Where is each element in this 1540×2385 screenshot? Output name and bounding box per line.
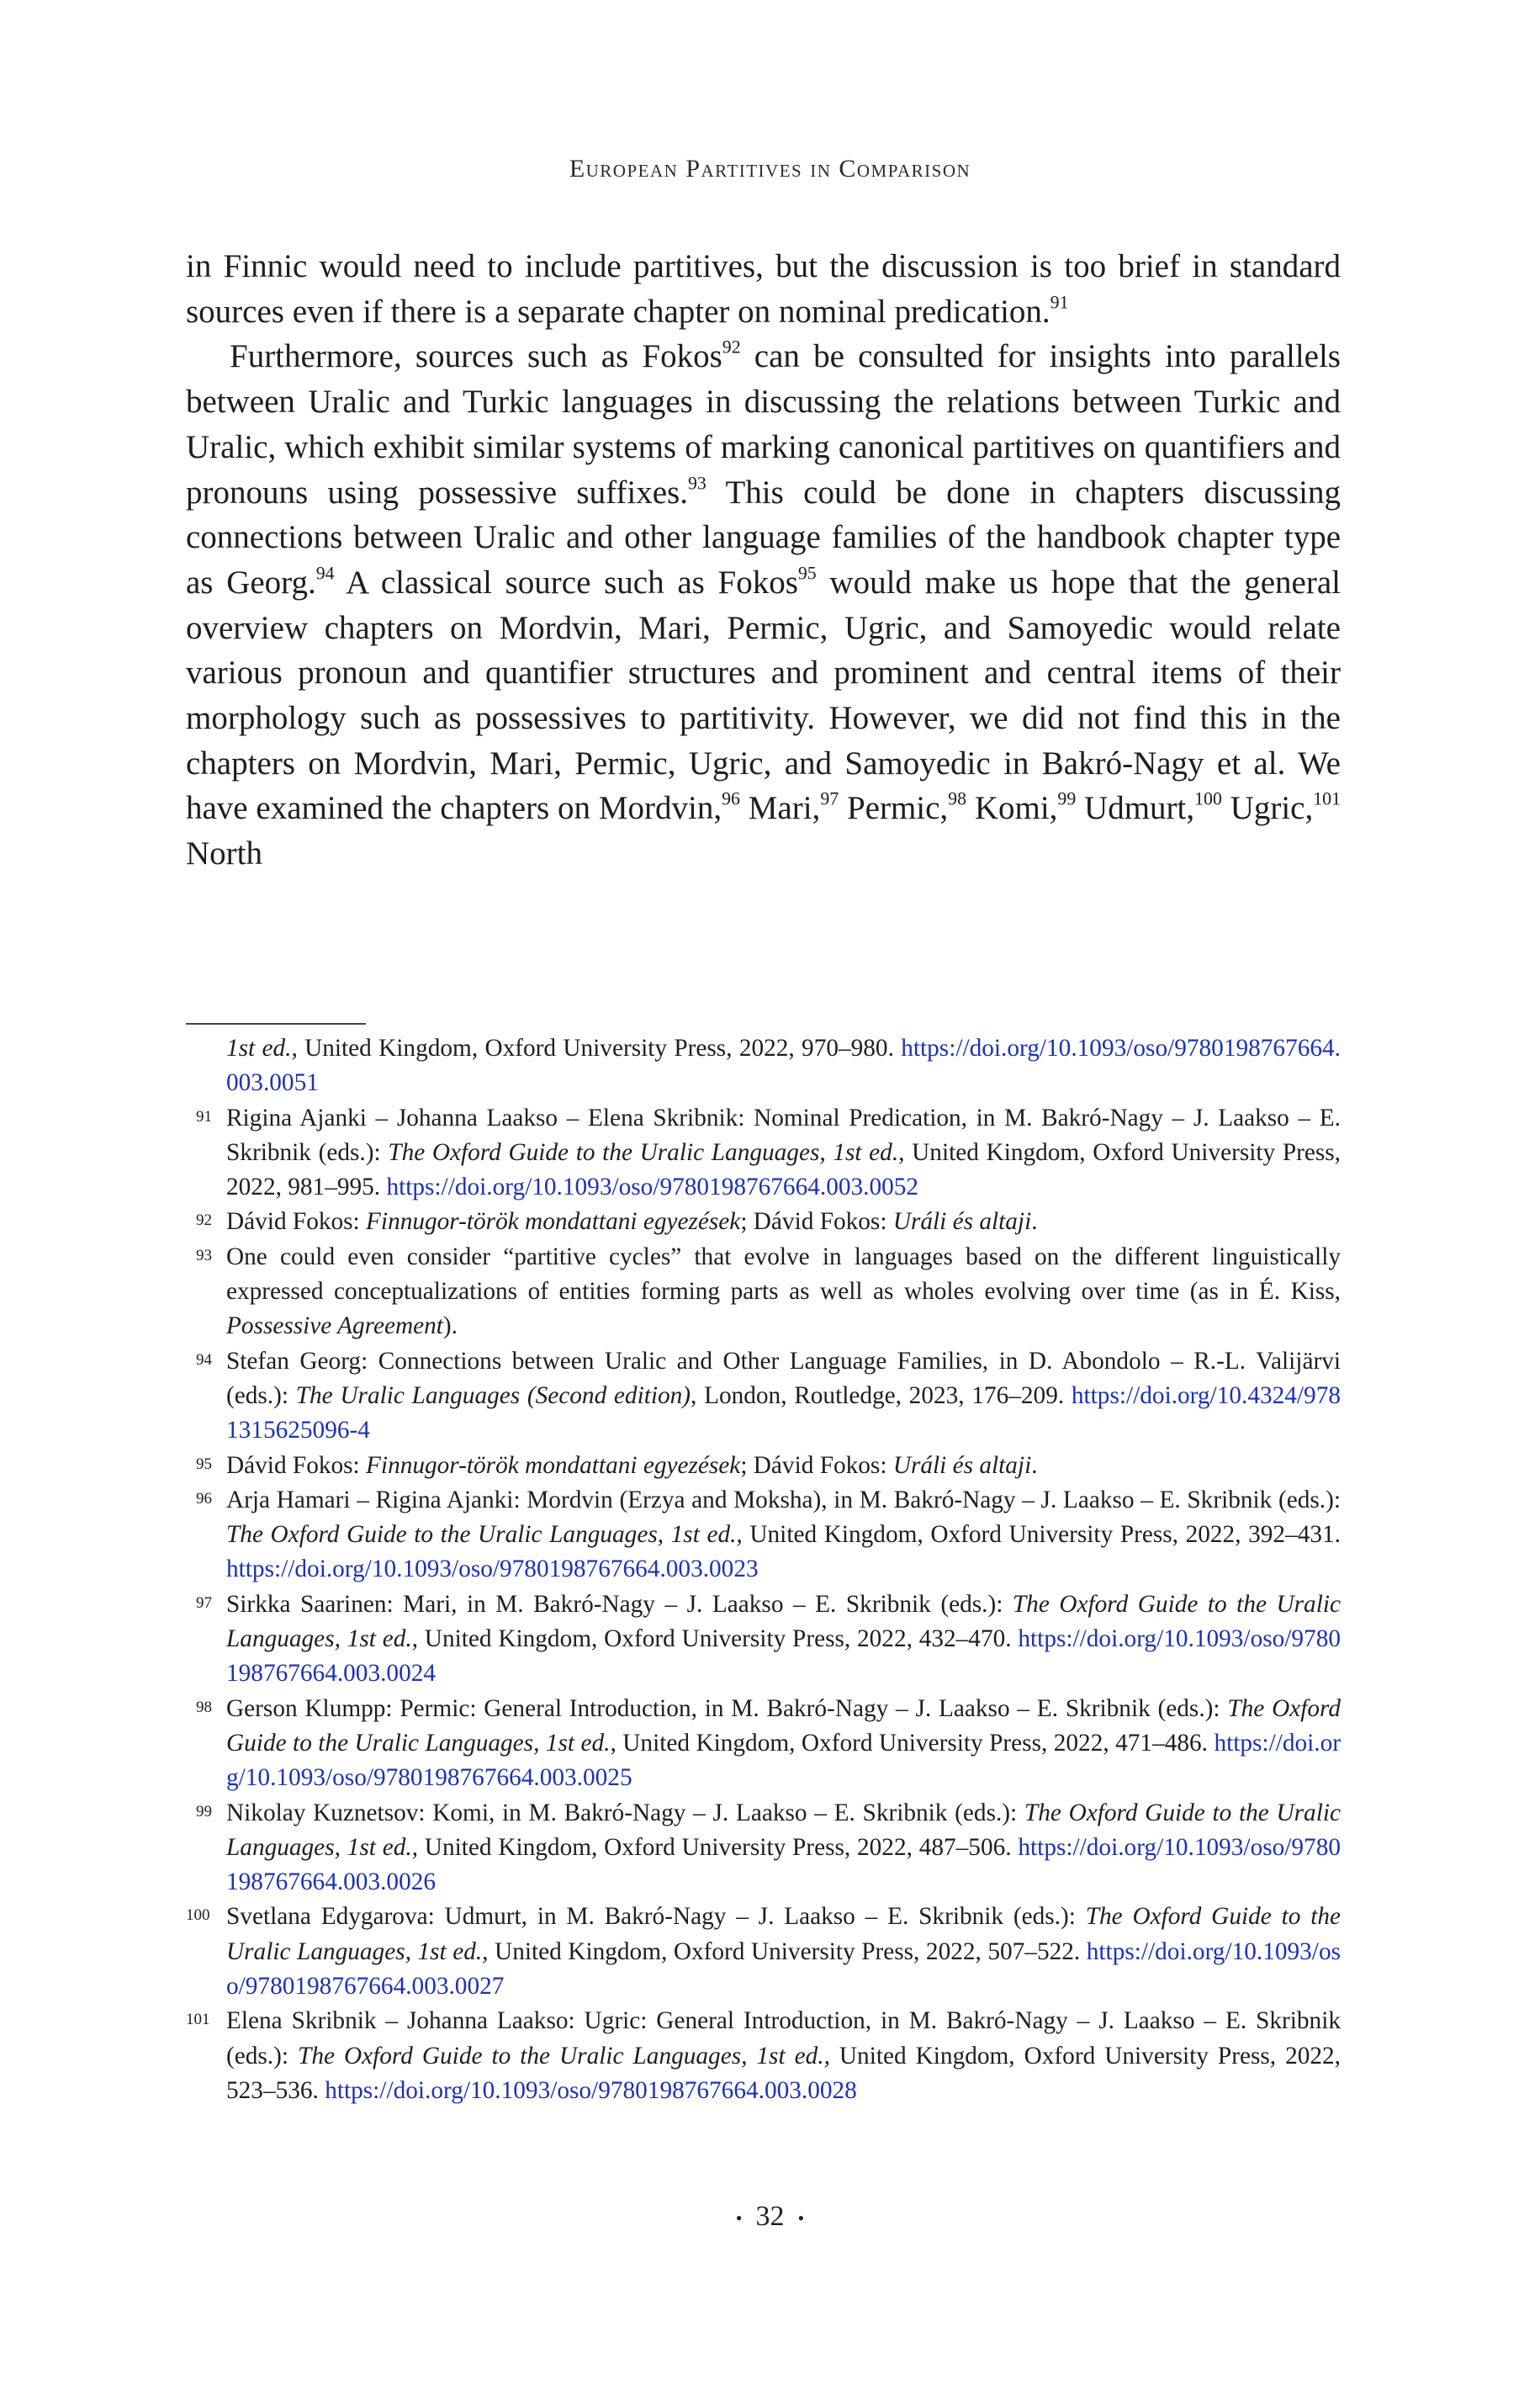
footnote-number: 100 [186, 1906, 210, 1925]
footnote-text: ; Dávid Fokos: [740, 1208, 893, 1236]
book-title: The Oxford Guide to the Uralic Languages, 1st ed., [226, 1694, 1341, 1757]
paragraph-text: would make us hope that the general overview chapters on Mordvin, Mari, Permic, Ugric, and Samoyedic would relate various pronoun and quantifier structures and prominent and central items of their morphology such as possessives to partitivity. However, we did not find this in the chapters on Mordvin, Mari, Permic, Ugric, and Samoyedic in Bakró-Nagy et al. We have examined the chapters on Mordvin, [186, 564, 1342, 827]
paragraph-text: This could be done in chapters discussing connections between Uralic and other language families of the handbook chapter type as Georg. [186, 474, 1341, 601]
footnote-text: , London, Routledge, 2023, 176–209. [691, 1381, 1072, 1409]
footnote-number: 98 [196, 1698, 212, 1716]
paragraph-text: can be consulted for insights into parallels between Uralic and Turkic languages in discussing the relations between Turkic and Uralic, which exhibit similar systems of marking canonical partitives on quantifiers and pronouns using possessive suffixes. [186, 338, 1341, 511]
footnote-number: 91 [196, 1107, 212, 1126]
footnote-number: 97 [196, 1593, 212, 1612]
footnote-text: United Kingdom, Oxford University Press, 2022, 471–486. [616, 1729, 1215, 1757]
footnote-text: ; Dávid Fokos: [740, 1451, 893, 1479]
footnote-ref-99[interactable]: 99 [1057, 789, 1077, 810]
footnote-91 [186, 1101, 1341, 1206]
paragraph-2 [186, 334, 1341, 876]
footnote-number: 95 [196, 1455, 212, 1473]
footnote-number: 94 [196, 1350, 212, 1369]
footnote-number: 92 [196, 1211, 212, 1230]
footnote-ref-101[interactable]: 101 [1313, 789, 1341, 810]
book-title: The Oxford Guide to the Uralic Languages, 1st ed., [226, 1799, 1341, 1861]
paragraph-text: A classical source such as Fokos [334, 564, 798, 601]
footnote-text: . [1031, 1451, 1038, 1479]
book-title: The Oxford Guide to the Uralic Languages, 1st ed., [388, 1138, 905, 1166]
bullet-left: • [735, 2207, 743, 2229]
book-title: 1st ed., [226, 1035, 298, 1062]
footnote-text: Elena Skribnik – Johanna Laakso: Ugric: General Introduction, in M. Bakró-Nagy – J. Laakso – E. Skribnik (eds.): [226, 2007, 1341, 2070]
footnote-ref-92[interactable]: 92 [722, 337, 741, 358]
book-title: Possessive Agreement [226, 1312, 443, 1340]
doi-link[interactable]: https://doi.org/10.1093/oso/9780198767664.003.0024 [226, 1625, 1341, 1688]
footnote-text: Nikolay Kuznetsov: Komi, in M. Bakró-Nagy – J. Laakso – E. Skribnik (eds.): [226, 1799, 1024, 1826]
footnote-text: Arja Hamari – Rigina Ajanki: Mordvin (Erzya and Moksha), in M. Bakró-Nagy – J. Laakso – E. Skribnik (eds.): [226, 1486, 1341, 1513]
footnote-text: Sirkka Saarinen: Mari, in M. Bakró-Nagy – J. Laakso – E. Skribnik (eds.): [226, 1590, 1013, 1618]
footnote-text: United Kingdom, Oxford University Press, 2022, 392–431. [742, 1521, 1341, 1549]
footnote-ref-95[interactable]: 95 [797, 563, 817, 584]
footnote-97 [186, 1587, 1341, 1692]
paragraph-1 [186, 244, 1341, 334]
footnote-text: ). [442, 1312, 458, 1340]
footnote-ref-100[interactable]: 100 [1194, 789, 1222, 810]
book-title: The Oxford Guide to the Uralic Languages, 1st ed., [226, 1590, 1341, 1653]
footnote-95 [186, 1449, 1341, 1483]
book-title: Finnugor-török mondattani egyezések [366, 1451, 741, 1479]
footnote-94 [186, 1344, 1341, 1449]
running-head: European Partitives in Comparison [569, 155, 971, 183]
footnote-number: 96 [196, 1489, 212, 1508]
footnote-text: Dávid Fokos: [226, 1451, 367, 1479]
footnotes [186, 1031, 1341, 2108]
footnote-number: 93 [196, 1246, 212, 1264]
doi-link[interactable]: https://doi.org/10.4324/9781315625096-4 [226, 1381, 1341, 1444]
footnote-divider [186, 1023, 366, 1025]
footnote-text: United Kingdom, Oxford University Press, 2022, 432–470. [418, 1625, 1019, 1653]
footnote-ref-91[interactable]: 91 [1050, 292, 1069, 313]
book-title: The Oxford Guide to the Uralic Languages, 1st ed., [226, 1903, 1341, 1965]
doi-link[interactable]: https://doi.org/10.1093/oso/9780198767664.003.0023 [226, 1556, 759, 1583]
doi-link[interactable]: https://doi.org/10.1093/oso/9780198767664.003.0026 [226, 1833, 1341, 1896]
page-number [0, 2201, 1540, 2233]
footnote-101 [186, 2004, 1341, 2108]
footnote-number: 101 [186, 2011, 210, 2029]
footnote-100 [186, 1900, 1341, 2004]
paragraph-text: Udmurt, [1076, 790, 1195, 827]
footnote-ref-93[interactable]: 93 [687, 473, 706, 494]
paragraph-text: Furthermore, sources such as Fokos [230, 338, 722, 375]
footnote-93 [186, 1240, 1341, 1344]
doi-link[interactable]: https://doi.org/10.1093/oso/9780198767664.003.0027 [226, 1937, 1341, 2001]
doi-link[interactable]: https://doi.org/10.1093/oso/9780198767664.003.0052 [386, 1174, 919, 1201]
paragraph-text: in Finnic would need to include partitives, but the discussion is too brief in standard sources even if there is a separate chapter on nominal predication. [186, 248, 1341, 330]
paragraph-text: Komi, [966, 790, 1058, 827]
footnote-text: Svetlana Edygarova: Udmurt, in M. Bakró-Nagy – J. Laakso – E. Skribnik (eds.): [226, 1903, 1086, 1931]
footnote-text: United Kingdom, Oxford University Press, 2022, 970–980. [297, 1035, 902, 1062]
main-text [186, 244, 1341, 877]
footnote-ref-97[interactable]: 97 [820, 789, 839, 810]
footnote-text: United Kingdom, Oxford University Press, 2022, 981–995. [226, 1138, 1341, 1201]
footnote-text: Rigina Ajanki – Johanna Laakso – Elena Skribnik: Nominal Predication, in M. Bakró-Nagy – J. Laakso – E. Skribnik (eds.): [226, 1104, 1341, 1166]
book-title: Uráli és altaji [892, 1208, 1032, 1236]
footnote-text: Gerson Klumpp: Permic: General Introduction, in M. Bakró-Nagy – J. Laakso – E. Skribnik (eds.): [226, 1694, 1228, 1722]
doi-link[interactable]: https://doi.org/10.1093/oso/9780198767664.003.0028 [325, 2076, 857, 2104]
footnote-text: One could even consider “partitive cycles” that evolve in languages based on the different linguistically expressed conceptualizations of entities forming parts as well as wholes evolving over time (as in É. Kiss, [226, 1243, 1341, 1306]
footnote-ref-94[interactable]: 94 [315, 563, 335, 584]
footnote-text: United Kingdom, Oxford University Press, 2022, 507–522. [488, 1937, 1087, 1965]
footnote-text: United Kingdom, Oxford University Press, 2022, 523–536. [226, 2042, 1341, 2104]
footnote-text: United Kingdom, Oxford University Press, 2022, 487–506. [418, 1833, 1019, 1861]
paragraph-text: Ugric, [1221, 790, 1314, 827]
footnote-text: . [1031, 1208, 1038, 1236]
footnote-98 [186, 1692, 1341, 1796]
footnote-ref-98[interactable]: 98 [948, 789, 966, 810]
footnote-text: Dávid Fokos: [226, 1208, 367, 1236]
footnote-continuation [186, 1031, 1341, 1101]
footnote-96 [186, 1483, 1341, 1587]
footnote-99 [186, 1796, 1341, 1900]
book-title: The Uralic Languages (Second edition) [295, 1381, 691, 1409]
book-title: The Oxford Guide to the Uralic Languages, 1st ed., [298, 2042, 830, 2070]
bullet-right: • [797, 2207, 805, 2229]
footnote-92 [186, 1205, 1341, 1239]
paragraph-text: Mari, [739, 790, 821, 827]
book-title: Finnugor-török mondattani egyezések [366, 1208, 741, 1236]
paragraph-text: Permic, [839, 790, 949, 827]
doi-link[interactable]: https://doi.org/10.1093/oso/9780198767664.003.0025 [226, 1729, 1342, 1792]
footnote-text: Stefan Georg: Connections between Uralic and Other Language Families, in D. Abondolo – R.-L. Valijärvi (eds.): [226, 1347, 1341, 1409]
footnote-number: 99 [196, 1802, 212, 1821]
book-title: Uráli és altaji [892, 1451, 1032, 1479]
footnote-ref-96[interactable]: 96 [722, 789, 740, 810]
paragraph-text: North [186, 835, 262, 872]
page-number-value: 32 [755, 2201, 785, 2232]
doi-link[interactable]: https://doi.org/10.1093/oso/9780198767664.003.0051 [226, 1035, 1341, 1097]
book-title: The Oxford Guide to the Uralic Languages, 1st ed., [226, 1521, 743, 1549]
